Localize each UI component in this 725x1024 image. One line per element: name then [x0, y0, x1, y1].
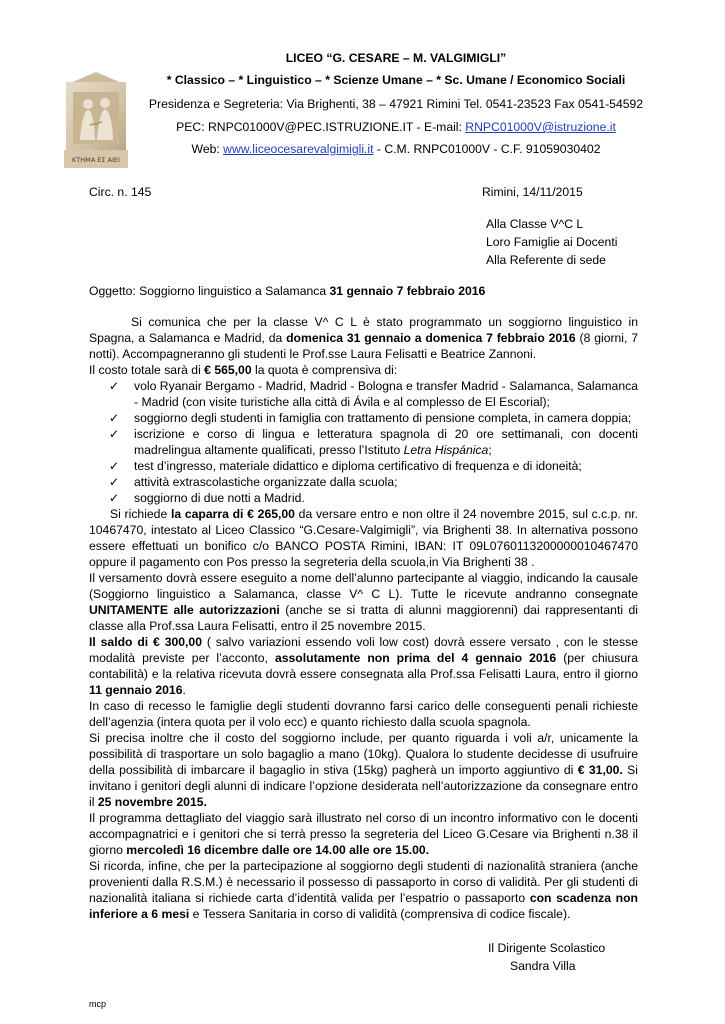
list-item: ✓ soggiorno degli studenti in famiglia con trattamento di pensione completa, in camera doppia;: [109, 411, 632, 425]
signatory-name: Sandra Villa: [510, 959, 576, 973]
withdrawal-paragraph: In caso di recesso le famiglie degli studenti dovranno farsi carico delle conseguenti penali richieste dell’agenzia (intera quota per il volo ecc) e quanto richiesto dalla scuola spagnola.: [89, 699, 638, 729]
list-item: ✓ iscrizione e corso di lingua e letteratura spagnola di 20 ore settimanali, con docenti madrelingua altamente qualificati, presso l’Istituto Letra Hispánica;: [109, 427, 638, 457]
checkmark-icon: ✓: [109, 379, 120, 393]
list-item: ✓ volo Ryanair Bergamo - Madrid, Madrid - Bologna e transfer Madrid - Salamanca, Salamanca - Madrid (con visite turistiche alla città di Ávila e al complesso de El Escorial);: [109, 379, 638, 409]
cost-paragraph: Il costo totale sarà di € 565,00 la quota è comprensiva di:: [89, 363, 398, 377]
checkmark-icon: ✓: [109, 427, 120, 441]
list-item: ✓ attività extrascolastiche organizzate dalla scuola;: [109, 475, 398, 489]
signature-block: [488, 940, 605, 976]
list-item: ✓ test d’ingresso, materiale didattico e diploma certificativo di frequenza e di idoneità;: [109, 459, 582, 473]
subject-line: [89, 283, 485, 299]
school-web-line: [136, 141, 656, 157]
passport-paragraph: Si ricorda, infine, che per la partecipazione al soggiorno degli studenti di nazionalità straniera (anche provenienti dalla R.S.M.) è necessario il possesso di passaporto in corso di validità. Per gli studenti di nazionalità italiana si richiede carta d’identità valida per l’espatrio o passaporto con scadenza non inferiore a 6 mesi e Tessera Sanitaria in corso di validità (comprensiva di codice fiscale).: [89, 859, 639, 921]
letter-body: [89, 314, 638, 922]
school-address: Presidenza e Segreteria: Via Brighenti, 38 – 47921 Rimini Tel. 0541-23523 Fax 0541-54592: [148, 97, 644, 111]
pec-text: PEC: RNPC01000V@PEC.ISTRUZIONE.IT - E-mail:: [176, 120, 466, 134]
recipient-line: Alla Referente di sede: [486, 253, 606, 267]
subject-label: Oggetto: Soggiorno linguistico a Salamanca: [89, 284, 330, 298]
checkmark-icon: ✓: [109, 411, 120, 425]
subject-dates: 31 gennaio 7 febbraio 2016: [329, 284, 486, 298]
baggage-paragraph: Si precisa inoltre che il costo del soggiorno include, per quanto riguarda i voli a/r, unicamente la possibilità di trasportare un solo bagaglio a mano (10kg). Qualora lo studente decidesse di usufruire della possibilità di imbarcare il bagaglio in stiva (15kg) pagherà un importo aggiuntivo di € 31,00. Si invitano i genitori degli alunni di indicare l’opzione desiderata nell’autorizzazione da consegnare entro il 25 novembre 2015.: [89, 731, 638, 809]
recipient-line: Loro Famiglie ai Docenti: [486, 235, 618, 249]
checkmark-icon: ✓: [109, 459, 120, 473]
payment-paragraph: Il versamento dovrà essere eseguito a nome dell’alunno partecipante al viaggio, indicando la causale (Soggiorno linguistico a Salamanca, classe V^ C L). Tutte le ricevute andranno consegnate UNITAMENTE alle autorizzazioni (anche se si tratta di alunni maggiorenni) dai rappresentanti di classe alla Prof.ssa Laura Felisatti, entro il 25 novembre 2015.: [89, 571, 638, 633]
included-items-list: [89, 378, 638, 506]
deposit-paragraph: Si richiede la caparra di € 265,00 da versare entro e non oltre il 24 novembre 2015, sul c.c.p. nr. 10467470, intestato al Liceo Classico “G.Cesare-Valgimigli”, via Brighenti 38. In alternativa possono essere effettuati un bonifico c/o BANCO POSTA Rimini, IBAN: IT 09L0760113200000010467470 oppure il pagamento con Pos presso la segreteria della scuola,in Via Brighenti 38 .: [89, 507, 639, 569]
school-pec-line: [136, 119, 656, 135]
school-courses: * Classico – * Linguistico – * Scienze Umane – * Sc. Umane / Economico Sociali: [166, 73, 626, 87]
school-codes: - C.M. RNPC01000V - C.F. 91059030402: [373, 142, 601, 156]
program-paragraph: Il programma dettagliato del viaggio sarà illustrato nel corso di un incontro informativo con le docenti accompagnatrici e i genitori che si terrà presso la segreteria del Liceo G.Cesare via Brighenti n.38 il giorno mercoledì 16 dicembre dalle ore 14.00 alle ore 15.00.: [89, 811, 638, 857]
recipient-line: Alla Classe V^C L: [486, 217, 584, 231]
circular-date: Rimini, 14/11/2015: [482, 185, 583, 199]
logo-inscription: ΚΤΗΜΑ ΕΣ ΑΙΕΙ: [72, 156, 120, 164]
web-label: Web:: [191, 142, 224, 156]
school-logo-relief-image: [60, 70, 132, 178]
checkmark-icon: ✓: [109, 491, 120, 505]
circular-number: Circ. n. 145: [89, 185, 152, 199]
email-link[interactable]: RNPC01000V@istruzione.it: [465, 120, 616, 134]
intro-paragraph: Si comunica che per la classe V^ C L è stato programmato un soggiorno linguistico in Spagna, a Salamanca e Madrid, da domenica 31 gennaio a domenica 7 febbraio 2016 (8 giorni, 7 notti). Accompagneranno gli studenti le Prof.sse Laura Felisatti e Beatrice Zannoni.: [89, 315, 639, 361]
list-item: ✓ soggiorno di due notti a Madrid.: [109, 491, 305, 505]
checkmark-icon: ✓: [109, 475, 120, 489]
school-name: LICEO “G. CESARE – M. VALGIMIGLI”: [285, 51, 507, 65]
signatory-role: Il Dirigente Scolastico: [488, 941, 606, 955]
footer-initials: mcp: [89, 999, 107, 1009]
balance-paragraph: Il saldo di € 300,00 ( salvo variazioni essendo voli low cost) dovrà essere versato , con le stesse modalità previste per l’acconto, assolutamente non prima del 4 gennaio 2016 (per chiusura contabilità) e la relativa ricevuta dovrà essere consegnata alla Prof.ssa Felisatti Laura, entro il giorno 11 gennaio 2016.: [89, 635, 638, 697]
website-link[interactable]: www.liceocesarevalgimigli.it: [223, 142, 374, 156]
recipients-block: [486, 216, 617, 270]
